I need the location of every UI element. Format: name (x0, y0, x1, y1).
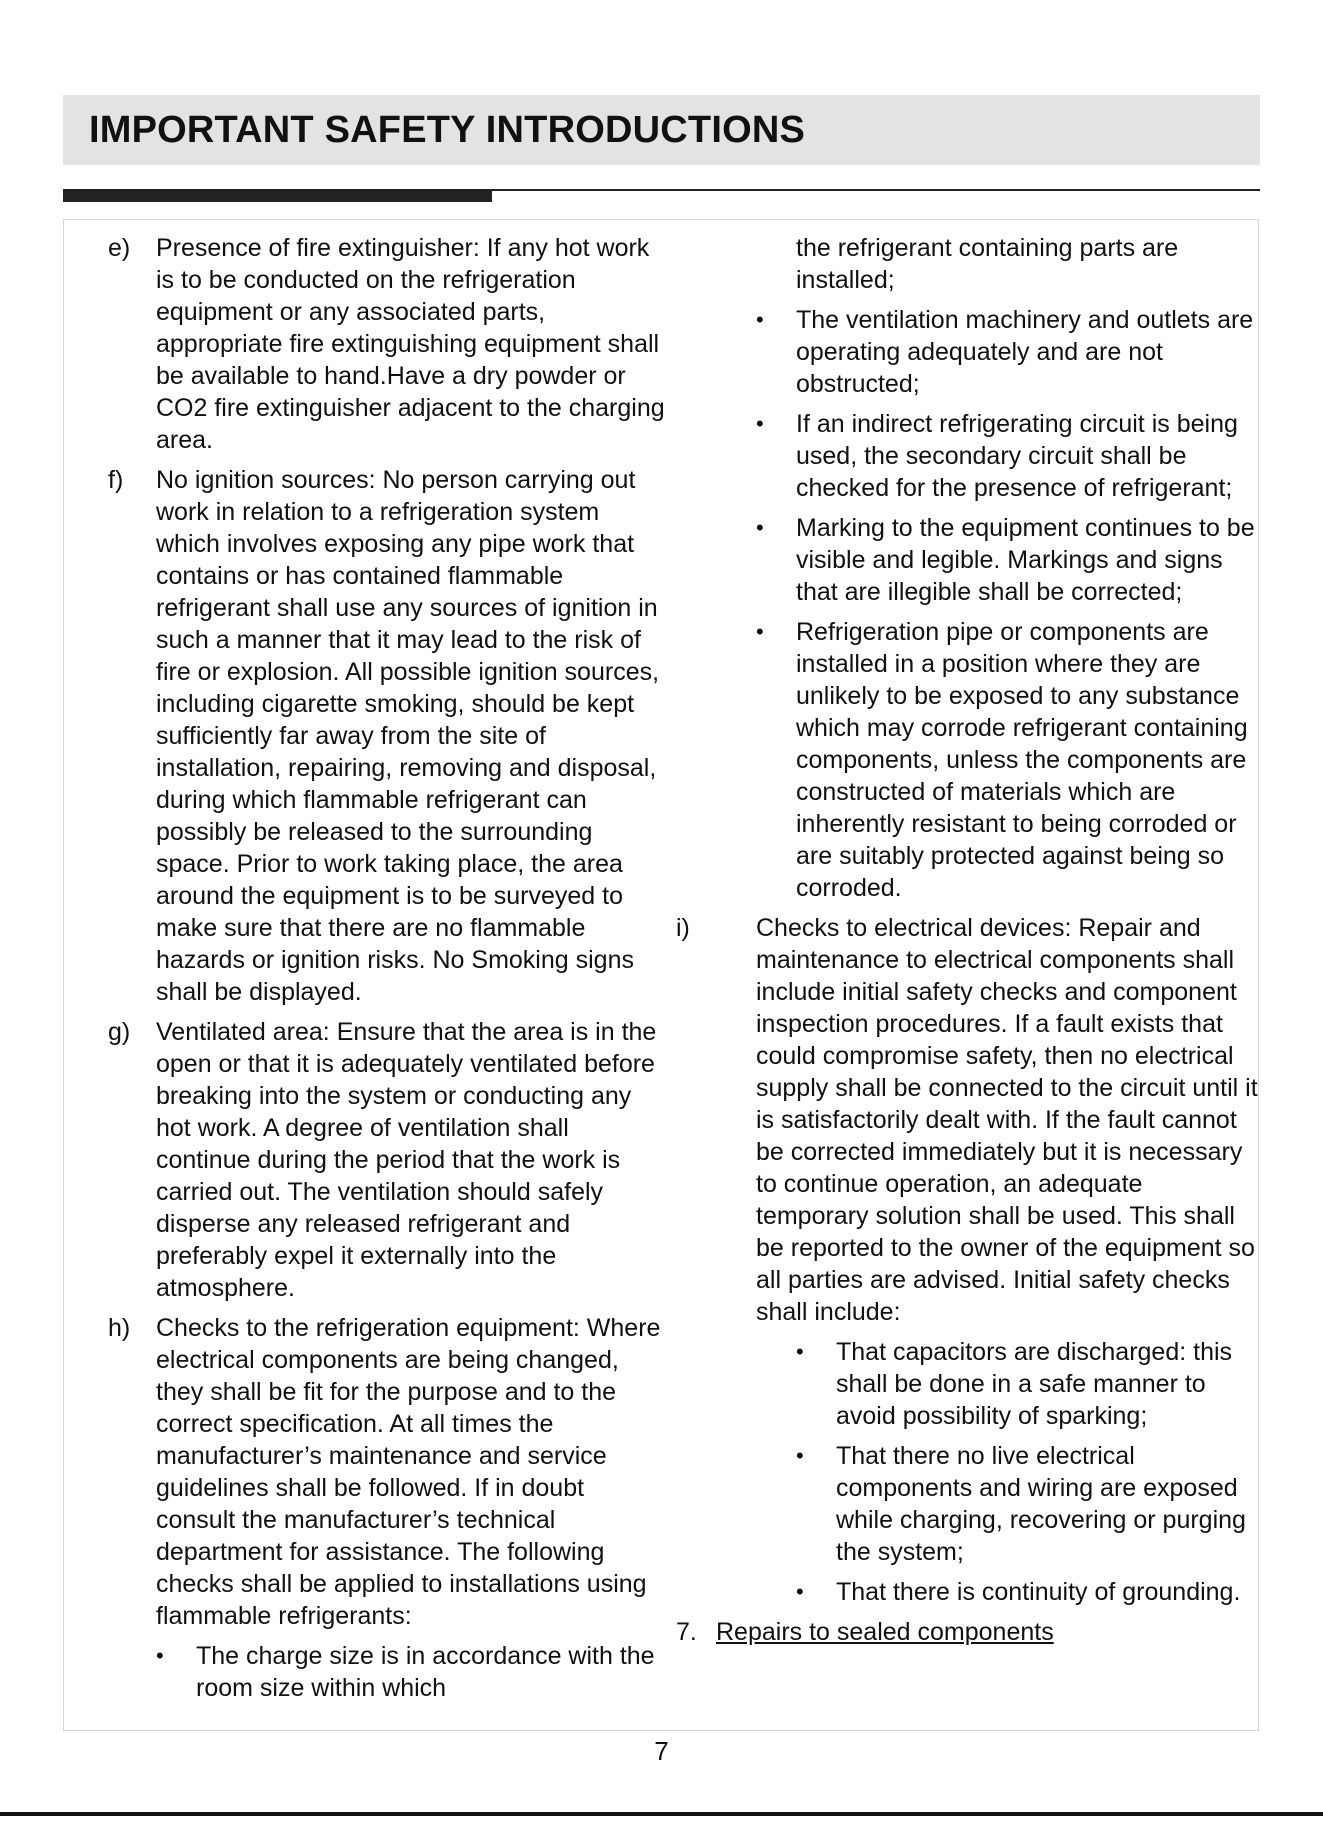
list-item (156, 1640, 668, 1704)
section-number: 7. (676, 1618, 697, 1646)
item-marker: i) (676, 914, 690, 942)
item-marker: e) (108, 234, 131, 262)
bottom-rule (0, 1812, 1323, 1816)
list-item (756, 512, 1261, 608)
bullet-icon: • (796, 1443, 804, 1468)
bullet-text: That there is continuity of grounding. (836, 1578, 1241, 1606)
item-marker: h) (108, 1314, 131, 1342)
header-accent-bar (63, 189, 492, 202)
item-g (108, 1016, 668, 1304)
left-column (108, 232, 668, 1712)
list-item (756, 304, 1261, 400)
bullet-icon: • (756, 515, 764, 540)
section-title: Repairs to sealed components (716, 1618, 1054, 1646)
bullet-icon: • (796, 1579, 804, 1604)
right-column (676, 232, 1261, 1648)
item-marker: g) (108, 1018, 131, 1046)
bullet-text: The charge size is in accordance with the room size within which (196, 1642, 655, 1702)
bullet-text: The ventilation machinery and outlets are operating adequately and are not obstructed; (796, 306, 1254, 398)
list-item (756, 616, 1261, 904)
bullet-text: Marking to the equipment continues to be visible and legible. Markings and signs that are illegible shall be corrected; (796, 514, 1255, 606)
item-marker: f) (108, 466, 124, 494)
bullet-icon: • (756, 307, 764, 332)
item-text: Ventilated area: Ensure that the area is in the open or that it is adequately ventilated before breaking into the system or conducting any hot work. A degree of ventilation shall continue during the period that the work is carried out. The ventilation should safely disperse any released refrigerant and preferably expel it externally into the atmosphere. (156, 1018, 657, 1302)
bullet-icon: • (756, 619, 764, 644)
item-h (108, 1312, 668, 1704)
section-heading (676, 1616, 1261, 1648)
list-item (796, 1440, 1261, 1568)
bullet-list (796, 1336, 1261, 1608)
bullet-continuation: the refrigerant containing parts are installed; (796, 234, 1179, 294)
bullet-list (156, 1640, 668, 1704)
list-item (756, 408, 1261, 504)
page-title: IMPORTANT SAFETY INTRODUCTIONS (89, 109, 806, 151)
bullet-icon: • (156, 1643, 164, 1668)
item-i (676, 912, 1261, 1608)
item-f (108, 464, 668, 1008)
bullet-text: If an indirect refrigerating circuit is being used, the secondary circuit shall be checked for the presence of refrigerant; (796, 410, 1238, 502)
list-item (796, 1336, 1261, 1432)
page-number: 7 (654, 1736, 669, 1766)
bullet-icon: • (796, 1339, 804, 1364)
bullet-text: Refrigeration pipe or components are installed in a position where they are unlikely to be exposed to any substance which may corrode refrigerant containing components, unless the components are constructed of materials which are inherently resistant to being corroded or are suitably protected against being so corroded. (796, 618, 1248, 902)
bullet-text: That there no live electrical components and wiring are exposed while charging, recovering or purging the system; (836, 1442, 1246, 1566)
item-text: No ignition sources: No person carrying out work in relation to a refrigeration system which involves exposing any pipe work that contains or has contained flammable refrigerant shall use any sources of ignition in such a manner that it may lead to the risk of fire or explosion. All possible ignition sources, including cigarette smoking, should be kept sufficiently far away from the site of installation, repairing, removing and disposal, during which flammable refrigerant can possibly be released to the surrounding space. Prior to work taking place, the area around the equipment is to be surveyed to make sure that there are no flammable hazards or ignition risks. No Smoking signs shall be displayed. (156, 466, 660, 1006)
item-text: Presence of fire extinguisher: If any hot work is to be conducted on the refrigeration equipment or any associated parts, appropriate fire extinguishing equipment shall be available to hand.Have a dry powder or CO2 fire extinguisher adjacent to the charging area. (156, 234, 665, 454)
bullet-text: That capacitors are discharged: this shall be done in a safe manner to avoid possibility of sparking; (836, 1338, 1233, 1430)
bullet-icon: • (756, 411, 764, 436)
list-item (796, 1576, 1261, 1608)
item-text: Checks to the refrigeration equipment: Where electrical components are being changed, they shall be fit for the purpose and to the correct specification. At all times the manufacturer’s maintenance and service guidelines shall be followed. If in doubt consult the manufacturer’s technical department for assistance. The following checks shall be applied to installations using flammable refrigerants: (156, 1314, 661, 1630)
header-band (63, 95, 1260, 165)
item-e (108, 232, 668, 456)
item-text: Checks to electrical devices: Repair and maintenance to electrical components shall include initial safety checks and component inspection procedures. If a fault exists that could compromise safety, then no electrical supply shall be connected to the circuit until it is satisfactorily dealt with. If the fault cannot be corrected immediately but it is necessary to continue operation, an adequate temporary solution shall be used. This shall be reported to the owner of the equipment so all parties are advised. Initial safety checks shall include: (756, 914, 1258, 1326)
